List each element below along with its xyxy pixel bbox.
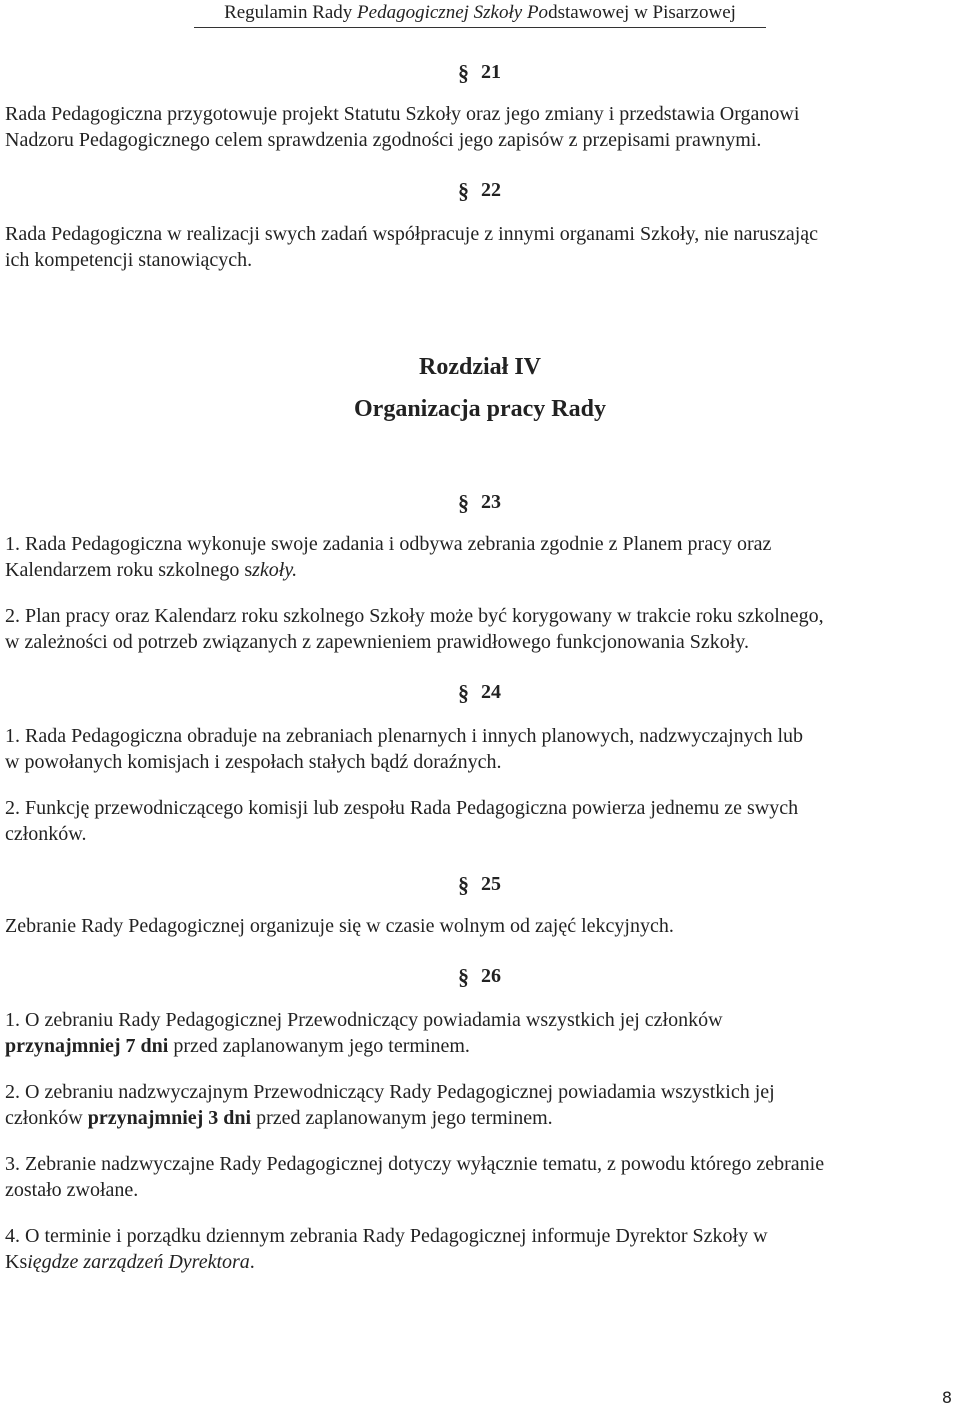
paragraph-26-3: [5, 1152, 953, 1203]
section-symbol: §: [458, 60, 469, 85]
paragraph-line: 2. Funkcję przewodniczącego komisji lub zespołu Rada Pedagogiczna powierza jednemu ze swych: [5, 797, 799, 819]
paragraph-24-2: [5, 796, 953, 847]
section-number: 26: [481, 965, 501, 987]
section-25-heading: [458, 870, 501, 896]
section-symbol: §: [458, 178, 469, 203]
section-number: 24: [481, 681, 501, 703]
section-number: 25: [481, 873, 501, 895]
paragraph-line: 2. Plan pracy oraz Kalendarz roku szkolnego Szkoły może być korygowany w trakcie roku szkolnego,: [5, 605, 824, 627]
section-21-heading: [458, 58, 501, 84]
header-title-italic: Pedagogicznej Szkoły Po: [357, 2, 549, 23]
paragraph-line: 3. Zebranie nadzwyczajne Rady Pedagogicznej dotyczy wyłącznie tematu, z powodu którego zebranie: [5, 1153, 825, 1175]
paragraph-line: Nadzoru Pedagogicznego celem sprawdzenia zgodności jego zapisów z przepisami prawnymi.: [5, 128, 762, 151]
paragraph-line: 1. Rada Pedagogiczna obraduje na zebraniach plenarnych i innych planowych, nadzwyczajnych lub: [5, 725, 804, 747]
paragraph-text: przed zaplanowanym jego terminem.: [168, 1034, 470, 1057]
chapter-subtitle: Organizacja pracy Rady: [354, 396, 606, 422]
header-title-part2: dstawowej w Pisarzowej: [548, 2, 736, 23]
paragraph-23-2: [5, 604, 953, 655]
paragraph-line: [5, 558, 953, 584]
paragraph-23-1: [5, 532, 953, 583]
paragraph-text: Kalendarzem roku szkolnego s: [5, 558, 253, 581]
paragraph-italic-text: ięgdze zarządzeń Dyrektora: [27, 1250, 250, 1273]
section-number: 21: [481, 61, 501, 83]
section-24-heading: [458, 678, 501, 704]
paragraph-bold-text: przynajmniej 7 dni: [5, 1034, 169, 1057]
paragraph-text: Ks: [5, 1250, 28, 1273]
paragraph-line: [5, 1034, 953, 1060]
paragraph-line: w powołanych komisjach i zespołach stałych bądź doraźnych.: [5, 750, 502, 773]
paragraph-line: ich kompetencji stanowiących.: [5, 248, 253, 271]
paragraph-italic-text: zkoły.: [252, 558, 298, 581]
paragraph-bold-text: przynajmniej 3 dni: [87, 1106, 252, 1129]
paragraph-line: 1. Rada Pedagogiczna wykonuje swoje zadania i odbywa zebrania zgodnie z Planem pracy oraz: [5, 533, 772, 555]
chapter-title: Rozdział IV: [419, 354, 541, 380]
paragraph-line: Rada Pedagogiczna w realizacji swych zadań współpracuje z innymi organami Szkoły, nie naruszając: [5, 223, 819, 245]
section-symbol: §: [458, 490, 469, 515]
paragraph-21: [5, 102, 953, 153]
paragraph-line: 2. O zebraniu nadzwyczajnym Przewodniczący Rady Pedagogicznej powiadamia wszystkich jej: [5, 1081, 775, 1103]
paragraph-24-1: [5, 724, 953, 775]
section-23-heading: [458, 488, 501, 514]
paragraph-line: w zależności od potrzeb związanych z zapewnieniem prawidłowego funkcjonowania Szkoły.: [5, 630, 749, 653]
paragraph-line: Zebranie Rady Pedagogicznej organizuje się w czasie wolnym od zajęć lekcyjnych.: [5, 915, 674, 937]
paragraph-26-2: [5, 1080, 953, 1131]
paragraph-22: [5, 222, 953, 273]
paragraph-text: członków: [5, 1106, 88, 1129]
paragraph-text: przed zaplanowanym jego terminem.: [251, 1106, 553, 1129]
paragraph-line: [5, 1106, 953, 1132]
paragraph-line: 4. O terminie i porządku dziennym zebrania Rady Pedagogicznej informuje Dyrektor Szkoły w: [5, 1225, 768, 1247]
paragraph-text: .: [249, 1250, 255, 1273]
header-title-part1: Regulamin Rady: [224, 2, 358, 23]
page-header: [0, 2, 960, 24]
paragraph-line: 1. O zebraniu Rady Pedagogicznej Przewodniczący powiadamia wszystkich jej członków: [5, 1009, 723, 1031]
section-symbol: §: [458, 872, 469, 897]
paragraph-line: członków.: [5, 822, 87, 845]
page-number: 8: [941, 1388, 952, 1407]
section-symbol: §: [458, 680, 469, 705]
paragraph-26-1: [5, 1008, 953, 1059]
paragraph-26-4: [5, 1224, 953, 1275]
header-rule: [194, 27, 766, 28]
section-number: 23: [481, 491, 501, 513]
section-number: 22: [481, 179, 501, 201]
paragraph-line: Rada Pedagogiczna przygotowuje projekt Statutu Szkoły oraz jego zmiany i przedstawia Organowi: [5, 103, 800, 125]
paragraph-line: zostało zwołane.: [5, 1178, 139, 1201]
paragraph-25: [5, 914, 953, 940]
section-symbol: §: [458, 964, 469, 989]
section-22-heading: [458, 176, 501, 202]
paragraph-line: [5, 1250, 953, 1276]
section-26-heading: [458, 962, 501, 988]
